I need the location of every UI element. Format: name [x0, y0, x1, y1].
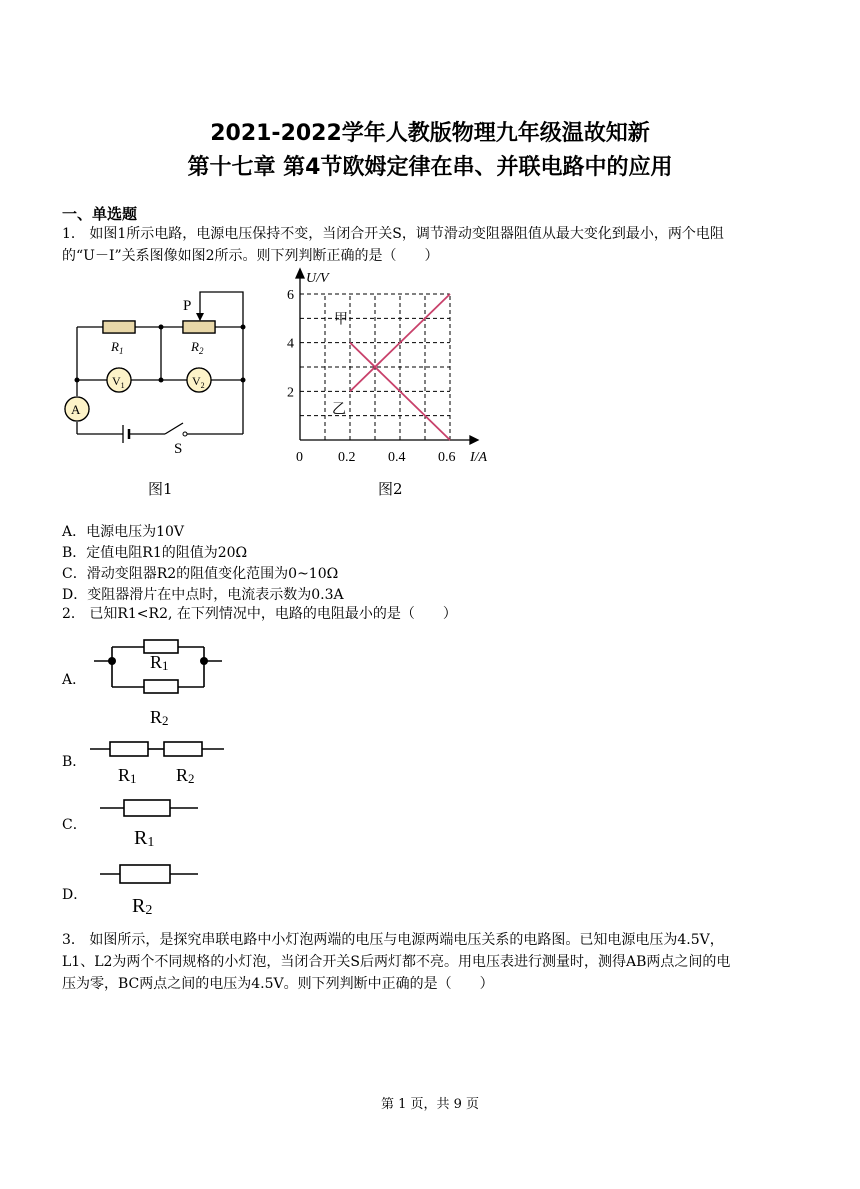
q1-option-a: A．电源电压为10V: [62, 524, 185, 540]
y-axis-label: U/V: [306, 271, 329, 286]
circuit-figure-1: [55, 280, 260, 465]
page-footer: 第 1 页，共 9 页: [380, 1097, 480, 1112]
q2-option-a-parallel-circuit: [92, 637, 227, 729]
svg-text:R2: $R_2$: [191, 339, 204, 356]
svg-text:R1: R1: [150, 652, 169, 673]
q1-line-1: 1． 如图1所示电路，电源电压保持不变，当闭合开关S，调节滑动变阻器阻值从最大变化到最小，两个电阻: [62, 226, 724, 242]
title-line-1: 2021-2022学年人教版物理九年级温故知新: [210, 121, 650, 146]
series-label-yi: 乙: [332, 402, 346, 418]
y-tick-label: 6: [287, 288, 294, 303]
svg-text:V2: $V_2$: [192, 374, 205, 390]
q2-option-d-r2: [98, 860, 203, 920]
q3-line-3: 压为零，BC两点之间的电压为4.5V。则下列判断中正确的是（ ）: [62, 976, 494, 992]
q3-line-2: L1、L2为两个不同规格的小灯泡，当闭合开关S后两灯都不亮。用电压表进行测量时，测得AB两点之间的电: [62, 954, 731, 970]
y-tick-label: 4: [287, 336, 294, 352]
q1-line-2: 的“U－I”关系图像如图2所示。则下列判断正确的是（ ）: [62, 248, 439, 264]
q2-option-d-label: D．: [62, 887, 88, 903]
slider-label: P: [183, 298, 192, 314]
q1-option-d: D．变阻器滑片在中点时，电流表示数为0.3A: [62, 587, 344, 603]
ui-graph-figure-2: [280, 266, 510, 471]
section-heading: 一、单选题: [62, 205, 138, 223]
q3-line-1: 3． 如图所示，是探究串联电路中小灯泡两端的电压与电源两端电压关系的电路图。已知电源电压为4.5V，: [62, 932, 724, 948]
svg-text:V1: $V_1$: [112, 374, 125, 390]
fig2-caption: 图2: [378, 480, 403, 498]
x-tick-label: 0: [296, 450, 303, 465]
q2-option-c-label: C．: [62, 817, 87, 833]
fig1-caption: 图1: [148, 480, 173, 498]
q2-option-c-r1: [98, 796, 203, 851]
svg-text:R2: R2: [132, 895, 153, 918]
q2-stem: 2． 已知R1<R2, 在下列情况中，电路的电阻最小的是（ ）: [62, 606, 457, 622]
y-tick-label: 2: [287, 385, 294, 401]
q2-option-a-label: A．: [62, 672, 87, 688]
q2-option-b-series-circuit: [88, 735, 228, 790]
title-line-2: 第十七章 第4节欧姆定律在串、并联电路中的应用: [187, 155, 673, 180]
svg-text:R1: R1: [118, 765, 137, 786]
svg-text:R1: R1: [134, 827, 155, 850]
q1-option-c: C．滑动变阻器R2的阻值变化范围为0~10Ω: [62, 566, 339, 582]
x-axis-label: I/A: [470, 450, 488, 465]
x-axis-arrow: [470, 436, 478, 444]
x-tick-label: 0.4: [388, 450, 406, 465]
x-tick-label: 0.6: [438, 450, 456, 465]
series-label-jia: 甲: [334, 312, 348, 328]
y-axis-arrow: [296, 269, 304, 278]
ammeter-label: A: [71, 402, 81, 417]
svg-text:R2: R2: [176, 765, 195, 786]
q1-option-b: B．定值电阻R1的阻值为20Ω: [62, 545, 248, 561]
q2-option-b-label: B．: [62, 754, 87, 770]
svg-text:R2: R2: [150, 707, 169, 728]
svg-text:R1: $R_1$: [111, 339, 124, 356]
switch-label: S: [174, 441, 183, 457]
x-tick-label: 0.2: [338, 450, 356, 465]
